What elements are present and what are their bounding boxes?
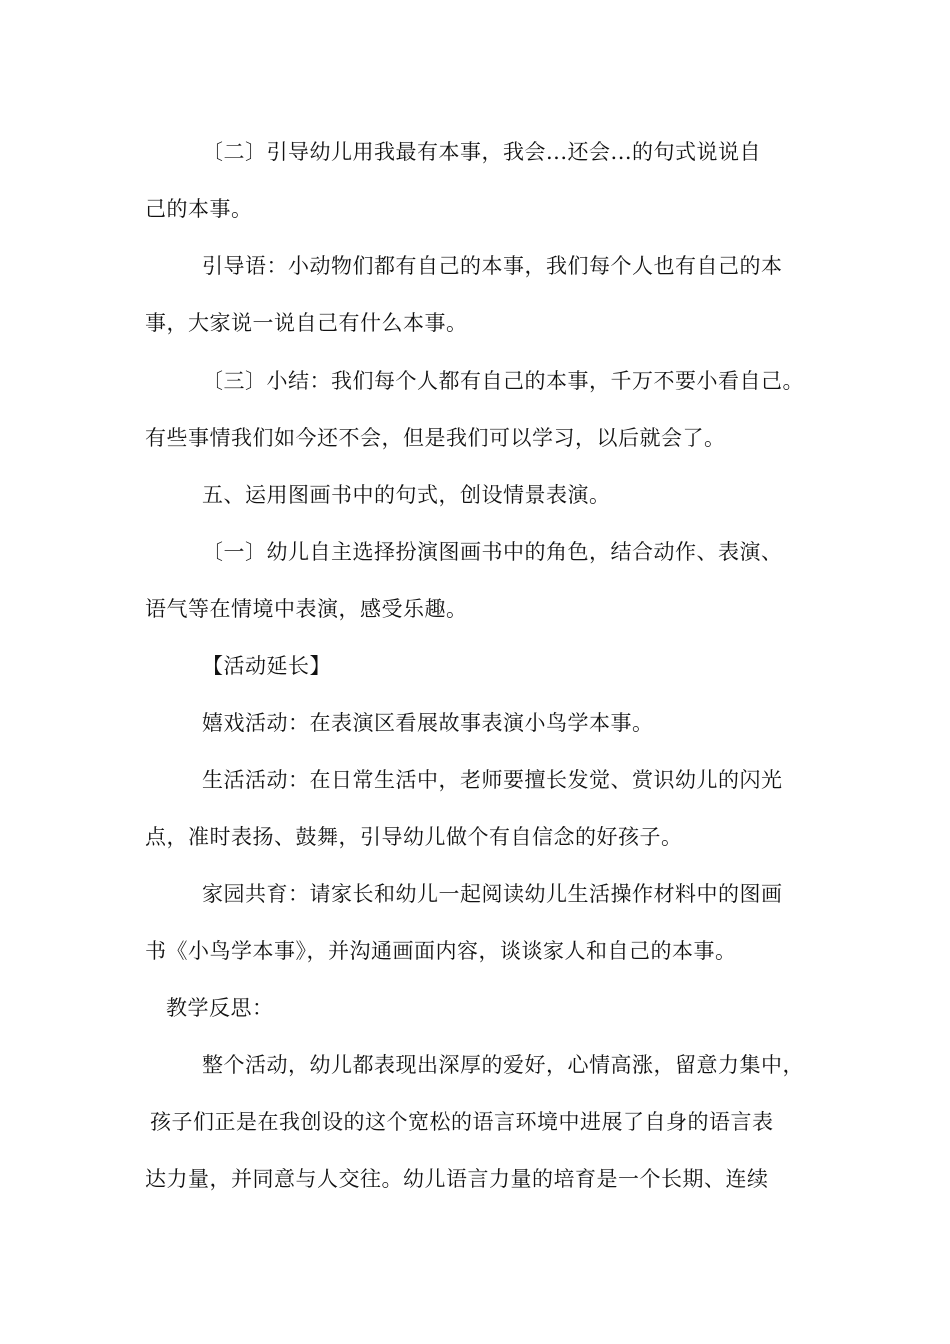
section-heading: 教学反思： (166, 996, 274, 1020)
paragraph-line: 达力量，并同意与人交往。幼儿语言力量的培育是一个长期、连续 (145, 1167, 769, 1191)
paragraph-line: 有些事情我们如今还不会，但是我们可以学习，以后就会了。 (145, 426, 726, 450)
paragraph-line: 书《小鸟学本事》，并沟通画面内容，谈谈家人和自己的本事。 (145, 939, 737, 963)
paragraph-line: 引导语：小动物们都有自己的本事，我们每个人也有自己的本 (202, 254, 783, 278)
paragraph-line: 嬉戏活动：在表演区看展故事表演小鸟学本事。 (202, 711, 654, 735)
paragraph-line: 孩子们正是在我创设的这个宽松的语言环境中进展了自身的语言表 (150, 1110, 774, 1134)
paragraph-line: 家园共育：请家长和幼儿一起阅读幼儿生活操作材料中的图画 (202, 882, 783, 906)
paragraph-line: 〔二〕引导幼儿用我最有本事，我会...还会...的句式说说自 (202, 140, 762, 164)
paragraph-line: 点，准时表扬、鼓舞，引导幼儿做个有自信念的好孩子。 (145, 825, 683, 849)
paragraph-line: 五、运用图画书中的句式，创设情景表演。 (202, 483, 611, 507)
paragraph-line: 生活活动：在日常生活中，老师要擅长发觉、赏识幼儿的闪光 (202, 768, 783, 792)
paragraph-line: 己的本事。 (145, 197, 253, 221)
section-heading: 【活动延长】 (202, 654, 331, 678)
paragraph-line: 事，大家说一说自己有什么本事。 (145, 311, 468, 335)
paragraph-line: 〔一〕幼儿自主选择扮演图画书中的角色，结合动作、表演、 (202, 540, 783, 564)
paragraph-line: 语气等在情境中表演，感受乐趣。 (145, 597, 468, 621)
paragraph-line: 〔三〕小结：我们每个人都有自己的本事，千万不要小看自己。 (202, 369, 804, 393)
paragraph-line: 整个活动，幼儿都表现出深厚的爱好，心情高涨，留意力集中， (202, 1053, 804, 1077)
